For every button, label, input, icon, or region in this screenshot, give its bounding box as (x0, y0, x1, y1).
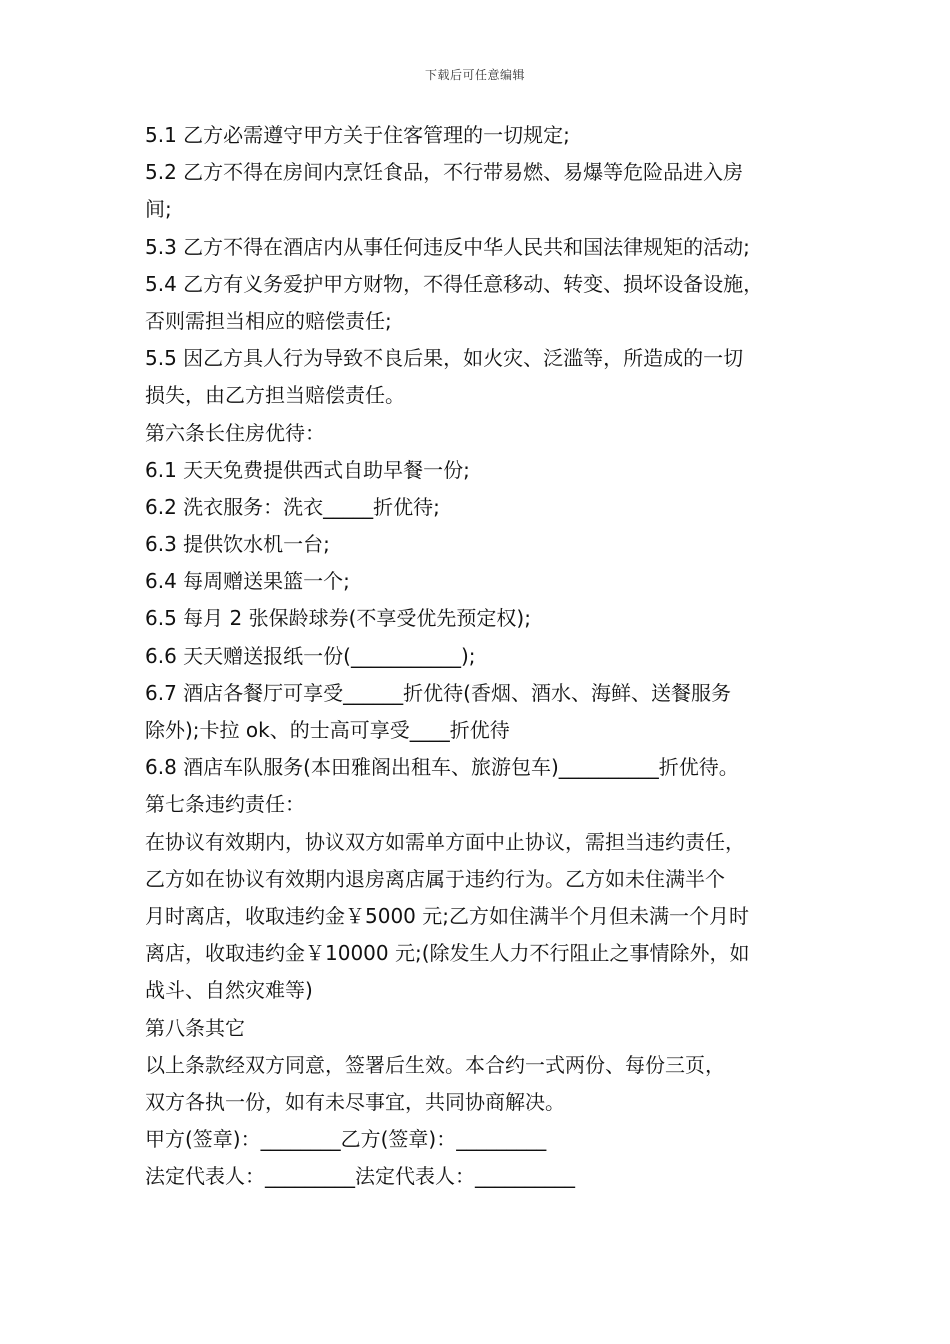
representative-line: 法定代表人：_________法定代表人：__________ (145, 1164, 575, 1189)
document-body (145, 117, 835, 1195)
section-heading: 第六条长住房优待： (145, 420, 325, 445)
text-line: 战斗、自然灾难等) (145, 978, 313, 1003)
text-line: 6.6 天天赠送报纸一份(___________); (145, 643, 476, 668)
section-heading: 第八条其它 (145, 1015, 245, 1040)
text-line: 5.3 乙方不得在酒店内从事任何违反中华人民共和国法律规矩的活动; (145, 234, 750, 259)
text-line: 在协议有效期内，协议双方如需单方面中止协议，需担当违约责任， (145, 829, 745, 854)
text-line: 6.1 天天免费提供西式自助早餐一份; (145, 457, 470, 482)
section-heading: 第七条违约责任： (145, 792, 305, 817)
text-line: 以上条款经双方同意，签署后生效。本合约一式两份、每份三页， (145, 1052, 725, 1077)
text-line: 5.2 乙方不得在房间内烹饪食品，不行带易燃、易爆等危险品进入房 (145, 160, 744, 185)
text-line: 6.4 每周赠送果篮一个; (145, 569, 350, 594)
text-line: 双方各执一份，如有未尽事宜，共同协商解决。 (145, 1089, 565, 1114)
text-line: 除外);卡拉 ok、的士高可享受____折优待 (145, 718, 510, 742)
text-line: 6.8 酒店车队服务(本田雅阁出租车、旅游包车)__________折优待。 (145, 755, 739, 780)
text-line: 6.3 提供饮水机一台; (145, 532, 330, 557)
text-line: 5.4 乙方有义务爱护甲方财物，不得任意移动、转变、损坏设备设施， (145, 271, 764, 296)
text-line: 离店，收取违约金￥10000 元;(除发生人力不行阻止之事情除外，如 (145, 941, 750, 966)
text-line: 损失，由乙方担当赔偿责任。 (145, 383, 405, 408)
signature-line: 甲方(签章)：________乙方(签章)：_________ (145, 1127, 547, 1152)
text-line: 否则需担当相应的赔偿责任; (145, 308, 392, 333)
text-line: 6.2 洗衣服务：洗衣_____折优待; (145, 494, 440, 519)
text-line: 间; (145, 197, 172, 222)
text-line: 5.5 因乙方具人行为导致不良后果，如火灾、泛滥等，所造成的一切 (145, 346, 744, 371)
text-line: 乙方如在协议有效期内退房离店属于违约行为。乙方如未住满半个 (145, 866, 725, 891)
text-line: 6.7 酒店各餐厅可享受______折优待(香烟、酒水、海鲜、送餐服务 (145, 680, 731, 705)
page-header: 下载后可任意编辑 (424, 68, 525, 82)
text-line: 5.1 乙方必需遵守甲方关于住客管理的一切规定; (145, 123, 570, 147)
text-line: 6.5 每月 2 张保龄球券(不享受优先预定权); (145, 606, 531, 631)
text-line: 月时离店，收取违约金￥5000 元;乙方如住满半个月但未满一个月时 (145, 903, 749, 928)
